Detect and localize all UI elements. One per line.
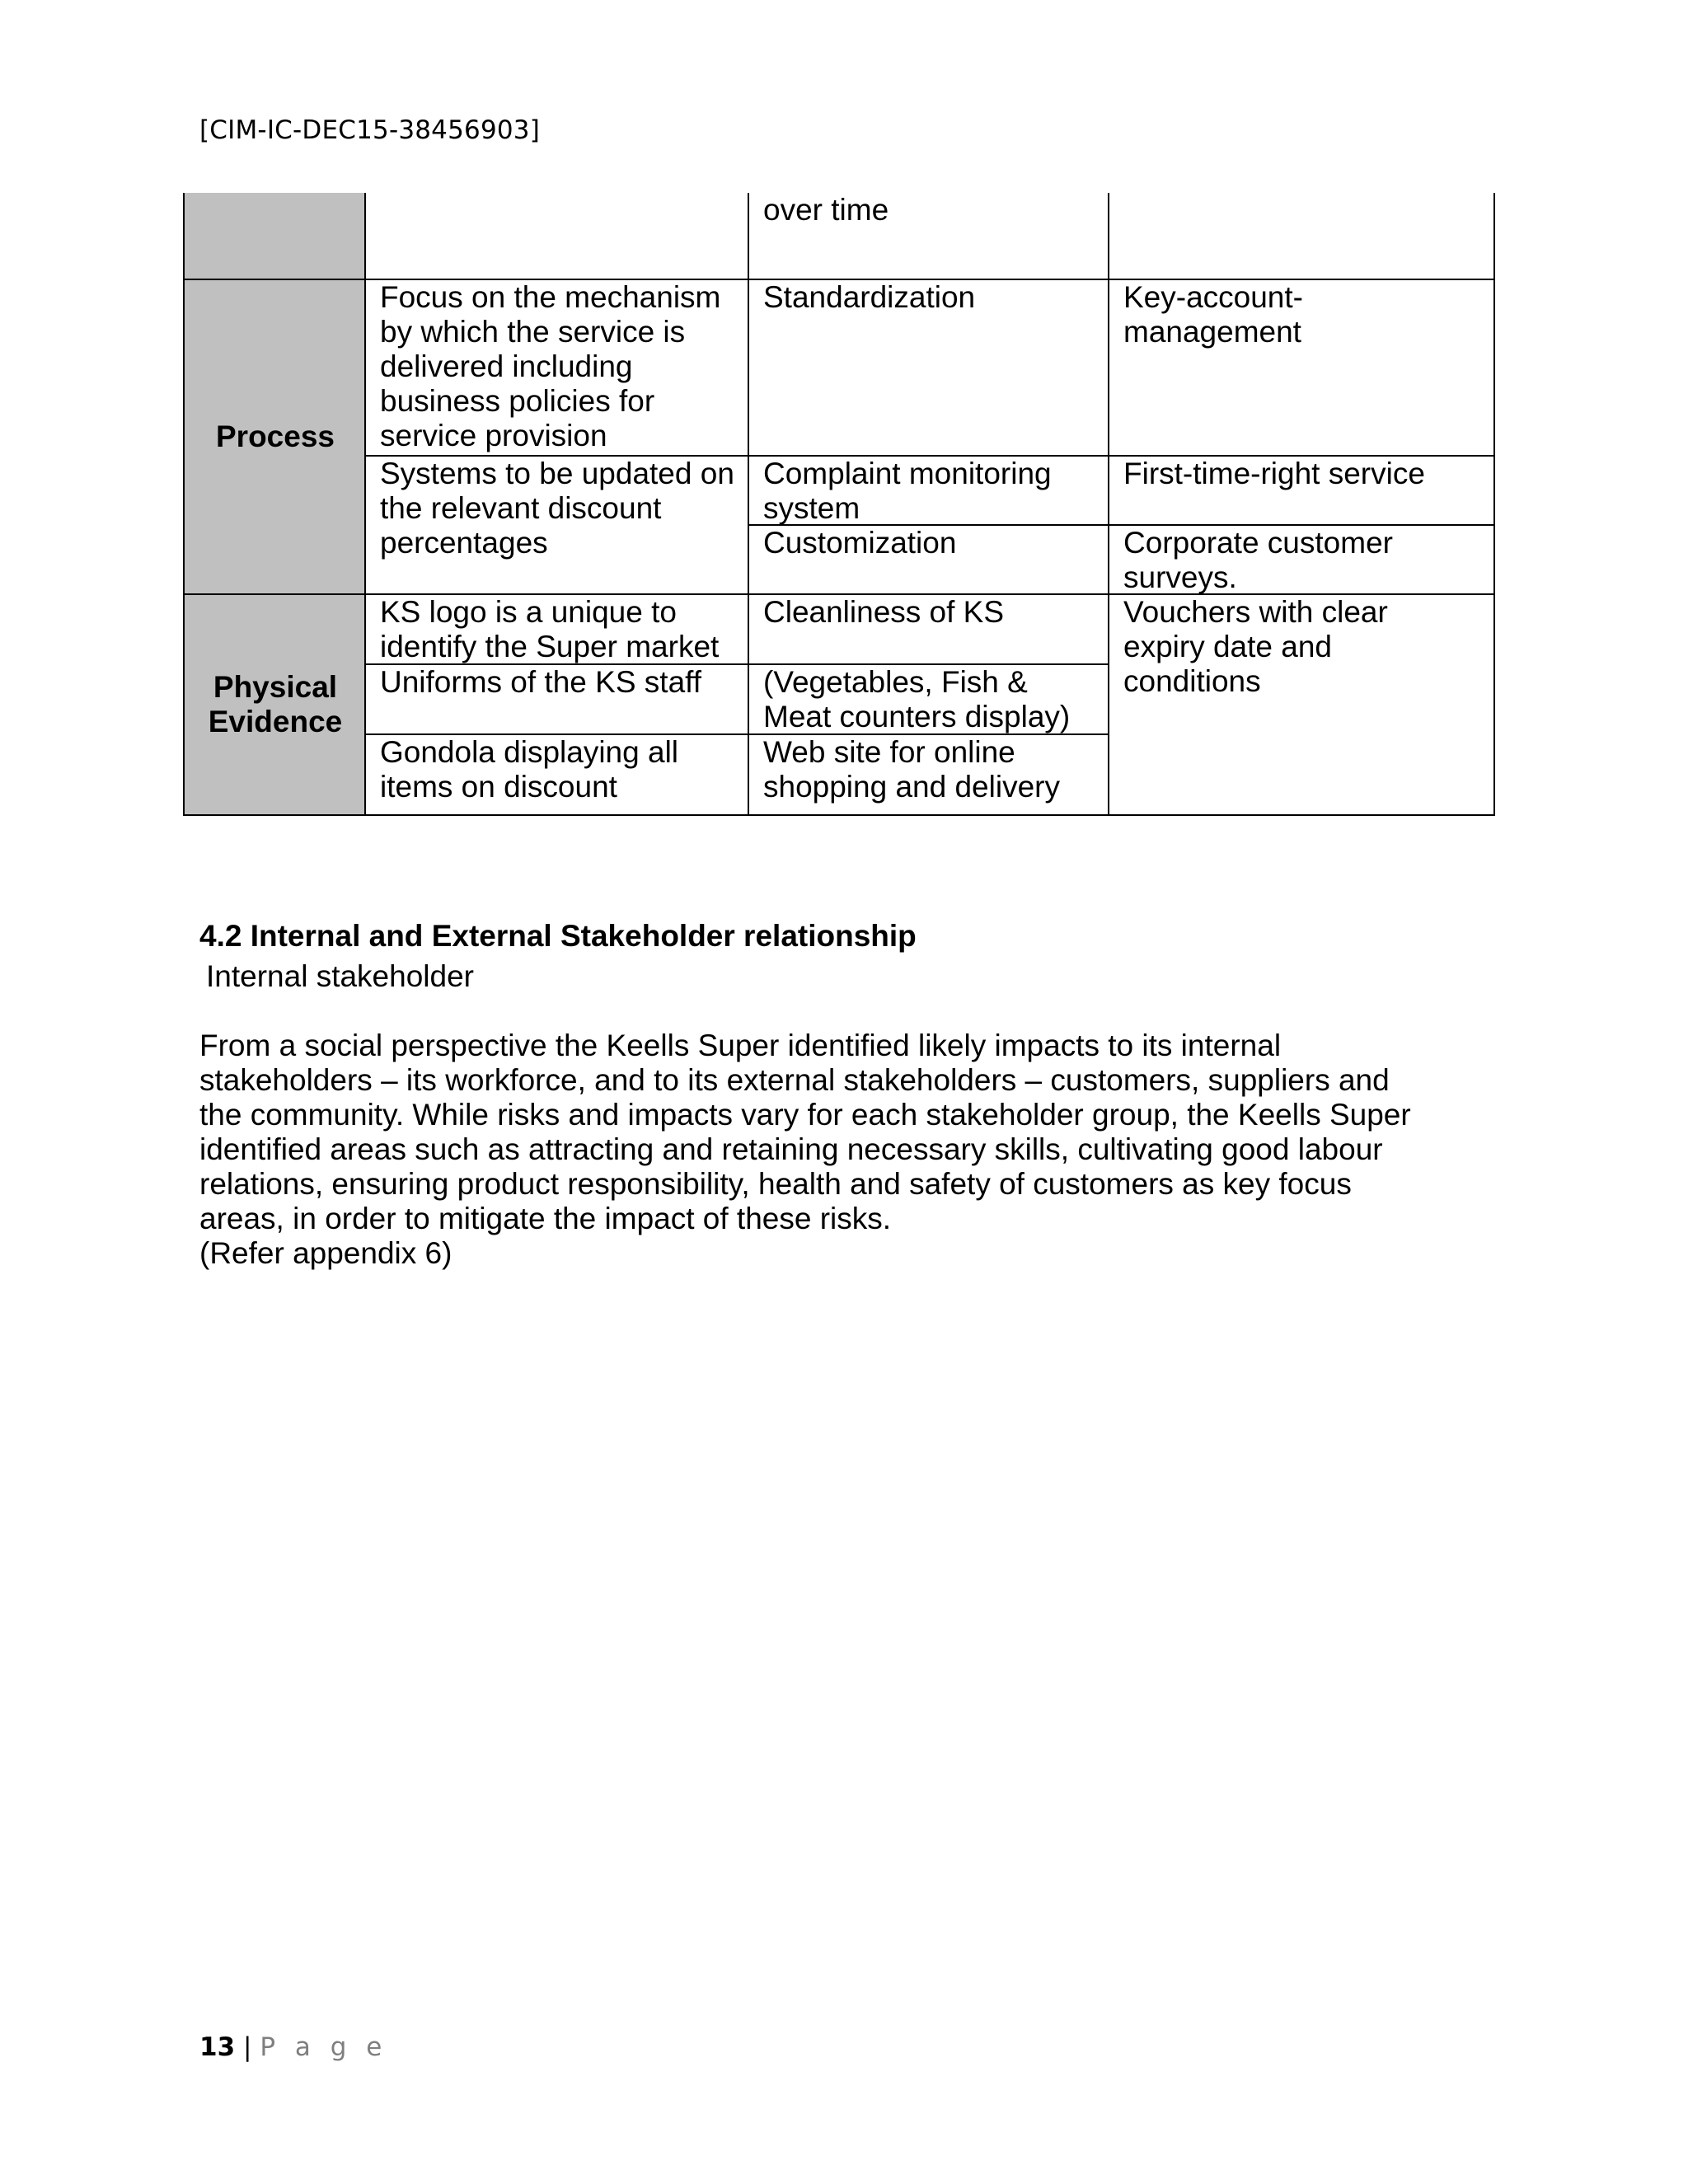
page-footer [199, 2032, 387, 2062]
cell-text: over time [763, 193, 889, 227]
process-standardization-cell: Standardization [763, 280, 976, 314]
continuation-row-header [185, 193, 364, 279]
physical-logo-cell: KS logo is a unique to identify the Super market [380, 595, 720, 663]
section-heading: 4.2 Internal and External Stakeholder relationship [199, 919, 917, 953]
paragraph-line: the community. While risks and impacts vary for each stakeholder group, the Keells Super [199, 1098, 1411, 1132]
paragraph-line: relations, ensuring product responsibility, health and safety of customers as key focus [199, 1167, 1352, 1201]
document-id-header: [CIM-IC-DEC15-38456903] [199, 115, 541, 145]
paragraph-line: From a social perspective the Keells Super identified likely impacts to its internal [199, 1029, 1282, 1062]
row-header-physical-evidence [185, 594, 366, 814]
paragraph-line: stakeholders – its workforce, and to its external stakeholders – customers, suppliers and [199, 1063, 1390, 1097]
process-systems-cell: Systems to be updated on the relevant discount percentages [380, 457, 734, 560]
row-header-process-label: Process [216, 419, 335, 453]
footer-separator: | [243, 2032, 252, 2062]
marketing-mix-table [183, 193, 1495, 816]
physical-website-cell: Web site for online shopping and delivery [763, 735, 1060, 804]
process-description-cell: Focus on the mechanism by which the service is delivered including business policies for service provision [380, 280, 721, 452]
physical-cleanliness-cell: Cleanliness of KS [763, 595, 1005, 629]
physical-gondola-cell: Gondola displaying all items on discount [380, 735, 679, 804]
page-label: P a g e [260, 2032, 388, 2062]
process-corporate-surveys-cell: Corporate customer surveys. [1123, 526, 1393, 594]
physical-counters-cell: (Vegetables, Fish & Meat counters display) [763, 665, 1071, 733]
page-number: 13 [199, 2032, 236, 2062]
process-first-time-right-cell: First-time-right service [1123, 457, 1425, 490]
paragraph-line: areas, in order to mitigate the impact of these risks. [199, 1202, 892, 1235]
process-complaint-cell: Complaint monitoring system [763, 457, 1052, 525]
process-customization-cell: Customization [763, 526, 957, 560]
physical-uniforms-cell: Uniforms of the KS staff [380, 665, 702, 699]
row-header-process [185, 279, 366, 594]
section-subheading: Internal stakeholder [206, 959, 474, 993]
physical-vouchers-cell: Vouchers with clear expiry date and conditions [1123, 595, 1388, 698]
process-key-account-cell: Key-account- management [1123, 280, 1303, 349]
body-paragraph [199, 1029, 1485, 1271]
row-header-physical-label: Physical Evidence [208, 669, 343, 738]
paragraph-line: identified areas such as attracting and retaining necessary skills, cultivating good labour [199, 1132, 1383, 1166]
cell-over-time [749, 193, 1108, 227]
paragraph-line: (Refer appendix 6) [199, 1236, 452, 1270]
